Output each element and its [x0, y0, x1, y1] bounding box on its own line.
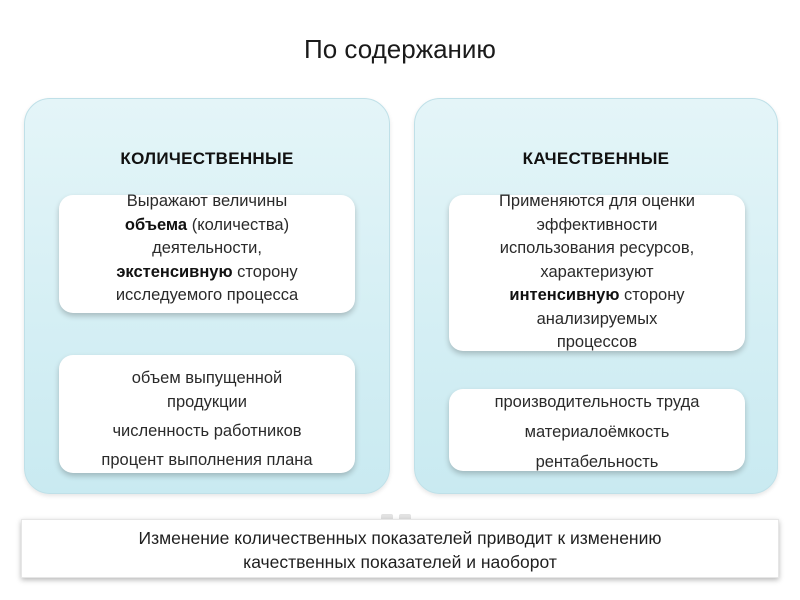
qualitative-heading: КАЧЕСТВЕННЫЕ — [522, 149, 670, 168]
description-text: сторону — [232, 262, 298, 281]
qualitative-examples — [449, 389, 745, 471]
qualitative-panel — [414, 98, 778, 494]
description-text: (количества) — [187, 215, 290, 234]
example-line: материалоёмкость — [524, 423, 670, 441]
example-line: рентабельность — [535, 453, 659, 471]
description-line — [449, 308, 745, 332]
description-line — [59, 261, 355, 285]
quantitative-panel — [24, 98, 390, 494]
description-line — [449, 214, 745, 238]
description-line — [59, 190, 355, 214]
description-line — [59, 284, 355, 308]
emphasis-text: объема — [124, 215, 188, 234]
conclusion-line: качественных показателей и наоборот — [243, 552, 557, 572]
description-text: характеризуют — [540, 262, 654, 281]
quantitative-examples — [59, 355, 355, 473]
emphasis-text: экстенсивную — [116, 262, 233, 281]
description-line — [59, 214, 355, 238]
description-text: деятельности, — [152, 239, 262, 257]
example-line: объем выпущенной — [131, 369, 283, 387]
example-line: продукции — [167, 393, 247, 411]
description-text: анализируемых — [536, 309, 658, 328]
quantitative-heading: КОЛИЧЕСТВЕННЫЕ — [120, 149, 294, 168]
description-line — [59, 237, 355, 261]
example-line: процент выполнения плана — [101, 451, 313, 469]
description-line — [449, 190, 745, 214]
description-text: сторону — [619, 286, 685, 304]
description-line — [449, 237, 745, 261]
example-line: производительность труда — [494, 393, 700, 411]
conclusion-line: Изменение количественных показателей приводит к изменению — [138, 528, 662, 548]
example-line: численность работников — [112, 422, 302, 440]
description-text: исследуемого процесса — [115, 286, 299, 304]
description-text: Применяются для оценки — [499, 192, 695, 210]
description-line — [449, 331, 745, 355]
qualitative-description — [449, 192, 745, 351]
conclusion-box — [21, 519, 779, 578]
description-line — [449, 284, 745, 308]
description-text: эффективности — [536, 215, 658, 234]
emphasis-text: интенсивную — [509, 286, 620, 304]
description-text: процессов — [556, 333, 638, 351]
description-line — [449, 261, 745, 285]
page-title: По содержанию — [304, 34, 496, 64]
description-text: использования ресурсов, — [499, 239, 695, 257]
quantitative-description — [59, 192, 355, 313]
description-text: Выражают величины — [126, 192, 288, 210]
